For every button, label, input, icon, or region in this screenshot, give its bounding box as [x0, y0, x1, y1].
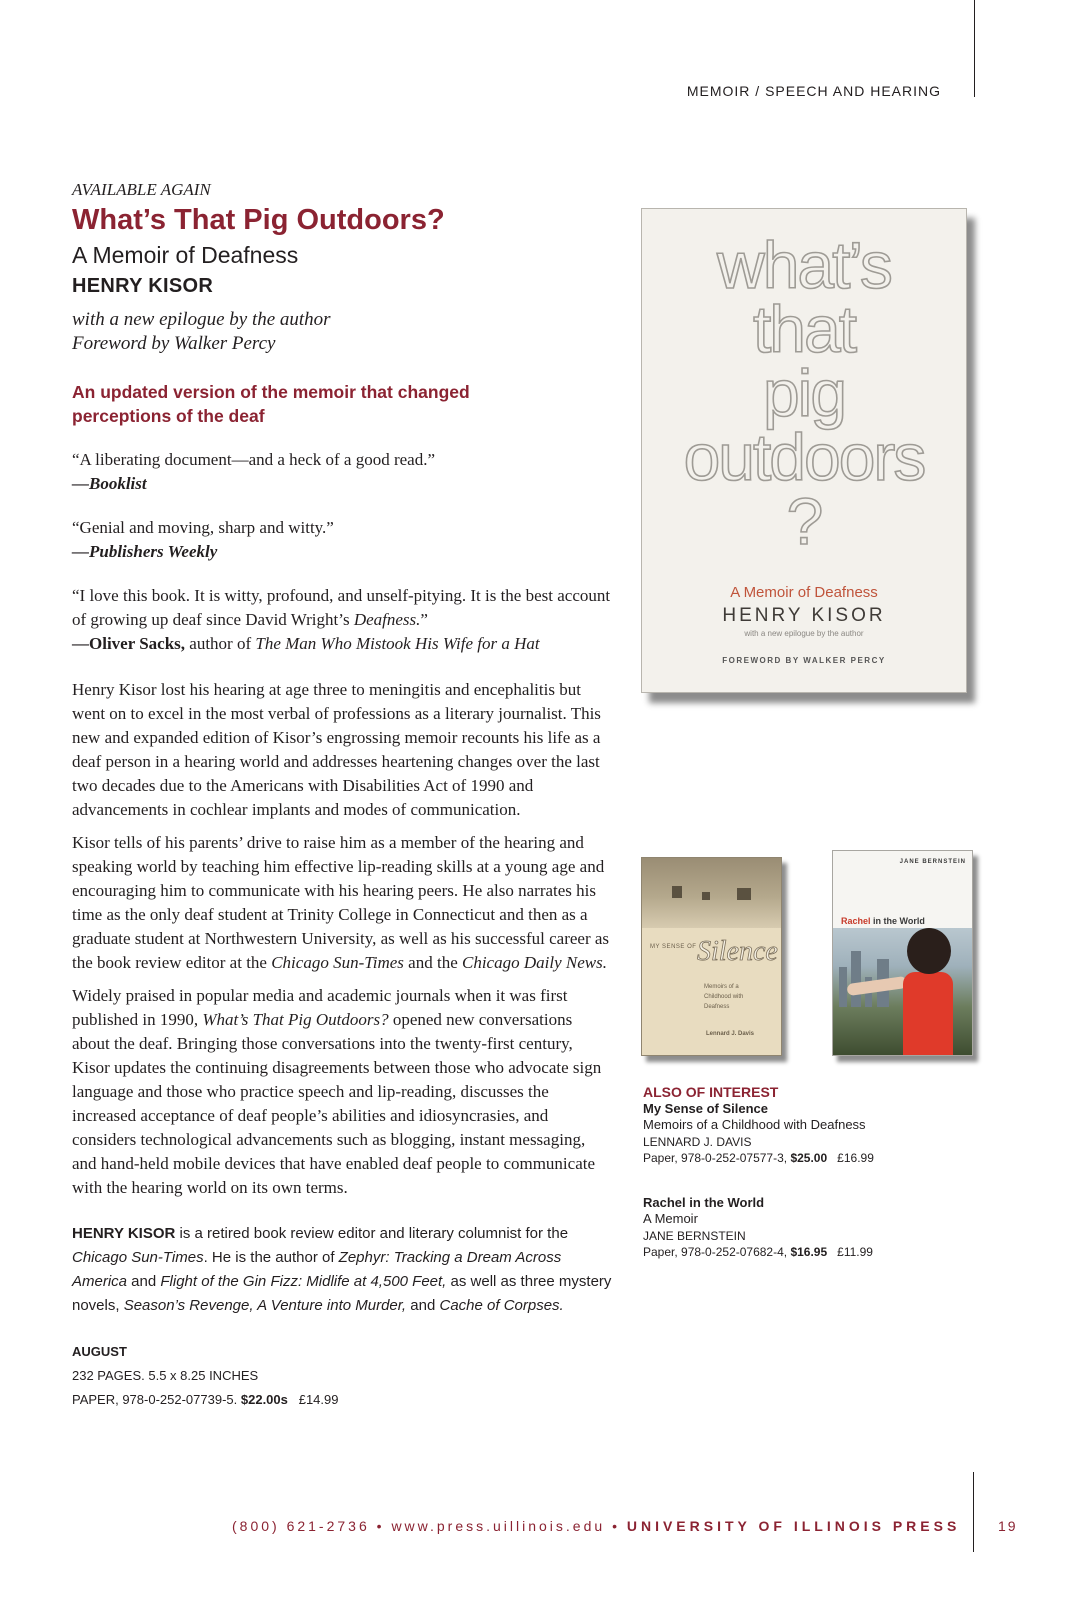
related-book — [643, 1101, 963, 1167]
text-run-italic: Zephyr: Tracking a Dream Across America — [72, 1249, 562, 1290]
book-cover-main — [641, 208, 967, 693]
review-quote — [72, 448, 612, 496]
related-book — [643, 1195, 963, 1261]
text-run-italic: Chicago Sun-Times — [271, 953, 404, 972]
text-run: Kisor tells of his parents’ drive to raise him as a member of the hearing and speaking world by teaching him effective lip-reading skills at a young age and encouraging him to communicate with his hearing peers. He also narrates his time as the only deaf student at Trinity College in Connecticut and then as a graduate student at Northwestern University, as well as his successful career as the book review editor at the — [72, 833, 610, 972]
reviews — [72, 448, 612, 656]
quote-source: —Oliver Sacks, — [72, 634, 186, 653]
cover-title-line: pig — [762, 356, 846, 430]
cover-author: Lennard J. Davis — [706, 1031, 755, 1037]
text-run: and — [127, 1273, 161, 1290]
text-run: as well as three mystery novels, — [72, 1273, 612, 1314]
related-subtitle: Memoirs of a Childhood with Deafness — [643, 1117, 866, 1132]
footer-phone: (800) 621-2736 — [232, 1518, 370, 1534]
text-run: and the — [403, 953, 462, 972]
related-price-us: $25.00 — [790, 1151, 828, 1165]
section-label: MEMOIR / SPEECH AND HEARING — [686, 83, 941, 99]
photo-detail — [839, 967, 847, 1007]
footer — [232, 1518, 960, 1534]
related-price — [643, 1244, 963, 1261]
quote-source: —Publishers Weekly — [72, 542, 218, 561]
cover-subtitle: A Memoir of Deafness — [730, 584, 878, 601]
related-isbn: Paper, 978-0-252-07682-4, — [643, 1245, 791, 1259]
foreword-credit: Foreword by Walker Percy — [72, 333, 276, 354]
cover-title-line: that — [752, 292, 856, 366]
also-of-interest — [643, 1084, 963, 1261]
footer-separator: • — [612, 1518, 620, 1534]
quote-text: “Genial and moving, sharp and witty.” — [72, 518, 334, 537]
related-author: LENNARD J. DAVIS — [643, 1134, 752, 1149]
bottom-divider — [973, 1472, 974, 1552]
book-subtitle: A Memoir of Deafness — [72, 242, 299, 268]
page-specs: 232 PAGES. 5.5 x 8.25 INCHES — [72, 1368, 259, 1383]
quote-source-work: The Man Who Mistook His Wife for a Hat — [255, 634, 540, 653]
related-title: Rachel in the World — [643, 1194, 765, 1210]
cover-title: Silence — [697, 936, 778, 967]
related-author: JANE BERNSTEIN — [643, 1228, 746, 1243]
quote-title: Deafness. — [353, 610, 421, 629]
cover-title — [642, 228, 966, 558]
related-subtitle: A Memoir — [643, 1211, 698, 1226]
availability-label: AVAILABLE AGAIN — [72, 180, 211, 199]
related-price-us: $16.95 — [790, 1245, 828, 1259]
cover-subtitle-line: Memoirs of a — [704, 984, 739, 990]
related-price-uk: £16.99 — [837, 1151, 874, 1165]
related-price-uk: £11.99 — [837, 1245, 873, 1259]
release-month: AUGUST — [72, 1344, 127, 1359]
related-isbn: Paper, 978-0-252-07577-3, — [643, 1151, 791, 1165]
book-title: What’s That Pig Outdoors? — [72, 204, 445, 236]
description-paragraph — [72, 984, 612, 1200]
text-run: Widely praised in popular media and academic journals when it was first published in 1990, — [72, 986, 568, 1029]
book-cover-rachel — [832, 850, 973, 1056]
book-listing — [72, 180, 612, 1412]
also-heading: ALSO OF INTEREST — [643, 1084, 779, 1100]
footer-separator: • — [376, 1518, 385, 1534]
photo-detail — [851, 951, 861, 1007]
quote-source: —Booklist — [72, 474, 147, 493]
text-run-italic: Season’s Revenge, A Venture into Murder, — [123, 1297, 407, 1314]
text-run-italic: Chicago Sun-Times — [72, 1249, 204, 1266]
text-run-italic: Chicago Daily News. — [462, 953, 607, 972]
author-bio — [72, 1222, 612, 1318]
footer-url[interactable]: www.press.uillinois.edu — [391, 1518, 606, 1534]
price-uk: £14.99 — [298, 1392, 339, 1407]
text-run-italic: Flight of the Gin Fizz: Midlife at 4,500 Feet, — [160, 1273, 447, 1290]
text-run: and — [406, 1297, 440, 1314]
description-paragraph — [72, 831, 612, 975]
related-title: My Sense of Silence — [643, 1100, 768, 1116]
related-price — [643, 1150, 963, 1167]
quote-source-role: author of — [185, 634, 256, 653]
photo-detail — [702, 892, 710, 900]
photo-detail — [672, 886, 682, 898]
cover-title-rest: in the World — [870, 916, 925, 926]
cover-author: JANE BERNSTEIN — [899, 859, 966, 865]
quote-text: “A liberating document—and a heck of a good read.” — [72, 450, 436, 469]
review-quote — [72, 516, 612, 564]
description — [72, 678, 612, 1200]
cover-subtitle-line: Childhood with — [704, 994, 744, 1000]
book-author: HENRY KISOR — [72, 275, 214, 297]
photo-detail — [907, 928, 951, 974]
cover-foreword: FOREWORD BY WALKER PERCY — [722, 656, 886, 665]
text-run: . He is the author of — [203, 1249, 339, 1266]
cover-epilogue: with a new epilogue by the author — [744, 629, 864, 638]
cover-title-red: Rachel — [841, 916, 871, 926]
cover-subtitle — [704, 982, 743, 1012]
cover-photo — [833, 928, 972, 1055]
page-number: 19 — [998, 1518, 1018, 1534]
text-run-italic: Cache of Corpses. — [439, 1297, 564, 1314]
cover-author: HENRY KISOR — [722, 605, 886, 626]
description-paragraph: Henry Kisor lost his hearing at age three to meningitis and encephalitis but went on to excel in the most verbal of professions as a literary journalist. This new and expanded edition of Kisor’s engrossing memoir recounts his life as a deaf person in a hearing world and addresses heartening changes over the last two decades due to the Americans with Disabilities Act of 1990 and advancements in cochlear implants and modes of communication. — [72, 680, 601, 819]
text-run: is a retired book review editor and literary columnist for the — [175, 1225, 569, 1242]
cover-title-line: what’s — [717, 228, 891, 302]
quote-end: ” — [420, 610, 428, 629]
book-cover-silence — [641, 857, 782, 1056]
cover-title — [841, 916, 925, 926]
isbn: PAPER, 978-0-252-07739-5. — [72, 1392, 241, 1407]
text-run-italic: What’s That Pig Outdoors? — [202, 1010, 389, 1029]
tagline: An updated version of the memoir that changed perceptions of the deaf — [72, 382, 470, 426]
paper-price — [72, 1388, 612, 1412]
price-us: $22.00s — [240, 1392, 288, 1407]
cover-title-line: outdoors — [683, 420, 925, 494]
top-divider — [974, 0, 975, 97]
text-run: opened new conversations about the deaf. Bringing those conversations into the twenty-first century, Kisor updates the continuing disagreements between those who advocate sign language and those who practice speech and lip-reading, discusses the increased acceptance of deaf people’s abilities and idiosyncrasies, and considers technological advancements such as blogging, instant messaging, and hand-held mobile devices that have enabled deaf people to communicate with the hearing world on its own terms. — [72, 1010, 602, 1197]
cover-label: MY SENSE OF — [650, 944, 697, 950]
photo-detail — [903, 972, 953, 1055]
cover-photo — [642, 858, 781, 928]
bio-name: HENRY KISOR — [72, 1225, 176, 1242]
review-quote — [72, 584, 612, 656]
quote-text: “I love this book. It is witty, profound, and unself-pitying. It is the best account of growing up deaf since David Wright’s — [72, 586, 611, 629]
cover-subtitle-line: Deafness — [704, 1004, 730, 1010]
footer-press-name: UNIVERSITY OF ILLINOIS PRESS — [626, 1518, 961, 1534]
credits — [72, 308, 612, 356]
cover-title-line: ? — [786, 484, 822, 558]
epilogue-credit: with a new epilogue by the author — [72, 309, 331, 330]
book-specs — [72, 1340, 612, 1412]
photo-detail — [737, 888, 751, 900]
